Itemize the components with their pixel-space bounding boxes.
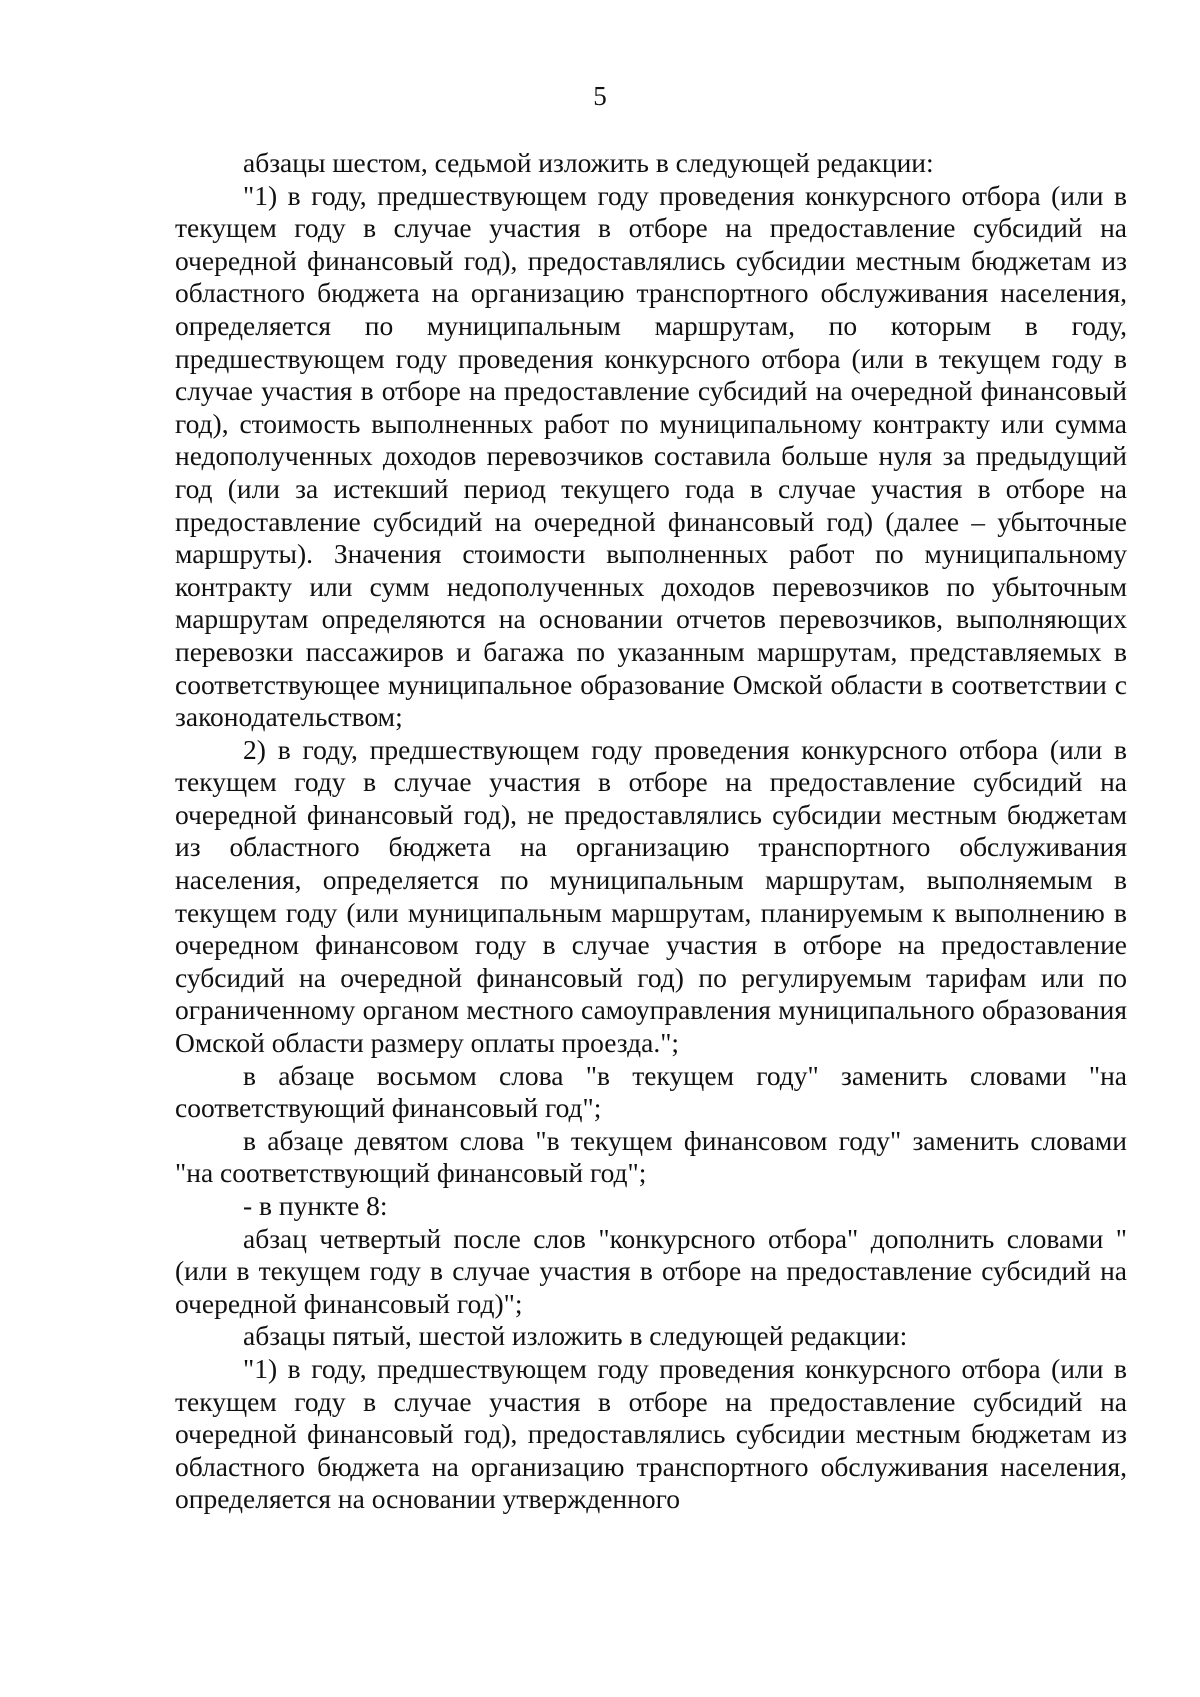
paragraph-7: абзац четвертый после слов "конкурсного отбора" дополнить словами "(или в текущем году в случае участия в отборе на предоставление субсидий на очередной финансовый год)"; [175,1222,1127,1319]
paragraph-4: в абзаце восьмом слова "в текущем году" заменить словами "на соответствующий финансовый год"; [175,1059,1127,1124]
paragraph-9: "1) в году, предшествующем году проведения конкурсного отбора (или в текущем году в случае участия в отборе на предоставление субсидий на очередной финансовый год), предоставлялись субсидии местным бюджетам из областного бюджета на организацию транспортного обслуживания населения, определяется на основании утвержденного [175,1352,1127,1515]
paragraph-3: 2) в году, предшествующем году проведения конкурсного отбора (или в текущем году в случае участия в отборе на предоставление субсидий на очередной финансовый год), не предоставлялись субсидии местным бюджетам из областного бюджета на организацию транспортного обслуживания населения, определяется по муниципальным маршрутам, выполняемым в текущем году (или муниципальным маршрутам, планируемым к выполнению в очередном финансовом году в случае участия в отборе на предоставление субсидий на очередной финансовый год) по регулируемым тарифам или по ограниченному органом местного самоуправления муниципального образования Омской области размеру оплаты проезда."; [175,733,1127,1059]
paragraph-1: абзацы шестом, седьмой изложить в следующей редакции: [243,147,934,178]
document-body [175,147,1127,1516]
paragraph-6: - в пункте 8: [243,1190,388,1221]
page-number: 5 [593,81,607,111]
paragraph-8: абзацы пятый, шестой изложить в следующей редакции: [243,1320,908,1352]
paragraph-2: "1) в году, предшествующем году проведения конкурсного отбора (или в текущем году в случае участия в отборе на предоставление субсидий на очередной финансовый год), предоставлялись субсидии местным бюджетам из областного бюджета на организацию транспортного обслуживания населения, определяется по муниципальным маршрутам, по которым в году, предшествующем году проведения конкурсного отбора (или в текущем году в случае участия в отборе на предоставление субсидий на очередной финансовый год), стоимость выполненных работ по муниципальному контракту или сумма недополученных доходов перевозчиков составила больше нуля за предыдущий год (или за истекший период текущего года в случае участия в отборе на предоставление субсидий на очередной финансовый год) (далее – убыточные маршруты). Значения стоимости выполненных работ по муниципальному контракту или сумм недополученных доходов перевозчиков по убыточным маршрутам определяются на основании отчетов перевозчиков, выполняющих перевозки пассажиров и багажа по указанным маршрутам, представляемых в соответствующее муниципальное образование Омской области в соответствии с законодательством; [175,179,1127,733]
paragraph-5: в абзаце девятом слова "в текущем финансовом году" заменить словами "на соответствующий финансовый год"; [175,1124,1127,1189]
